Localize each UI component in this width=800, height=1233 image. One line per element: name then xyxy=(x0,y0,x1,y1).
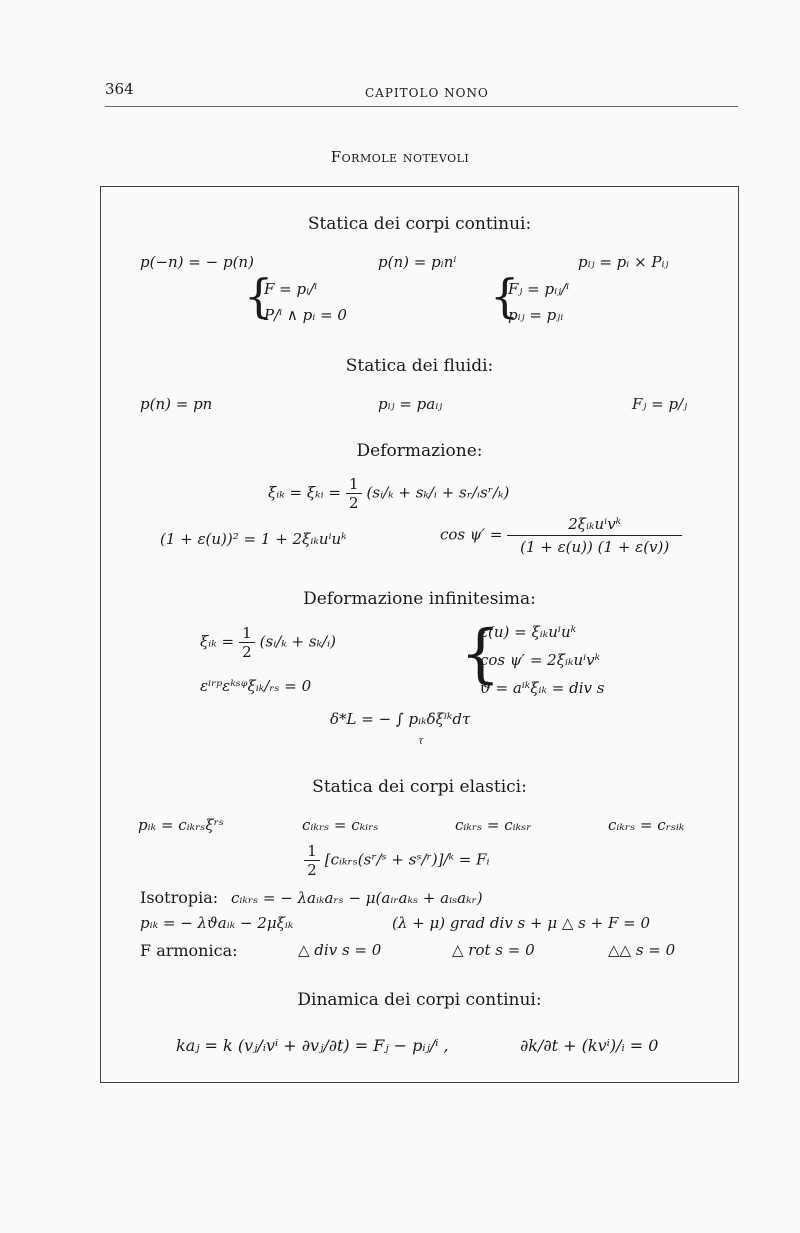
section-heading-statica-fluidi: Statica dei fluidi: xyxy=(345,356,494,376)
formula-sc5a: Fⱼ = pᵢⱼ/ⁱ xyxy=(508,280,570,298)
formula-d3 xyxy=(440,515,682,556)
formula-sc4b: P/ⁱ ∧ pᵢ = 0 xyxy=(264,306,347,324)
formula-se5 xyxy=(304,842,490,879)
formula-di1-lhs: ξᵢₖ = xyxy=(200,632,235,651)
formula-d3-lhs: cos ψ′ = xyxy=(440,525,503,544)
formula-dc1: kaⱼ = k (vⱼ/ᵢvⁱ + ∂vⱼ/∂t) = Fⱼ − pᵢⱼ/ⁱ , xyxy=(176,1036,449,1055)
formula-armonica xyxy=(140,941,238,960)
section-heading-dinamica-corpi-continui: Dinamica dei corpi continui: xyxy=(297,990,542,1010)
section-heading-deformazione-infinitesima: Deformazione infinitesima: xyxy=(303,589,536,609)
formula-arm3: △△ s = 0 xyxy=(608,941,676,959)
page-number: 364 xyxy=(105,80,134,98)
header-rule xyxy=(105,106,738,107)
isotropia-label: Isotropia: xyxy=(140,888,219,907)
fraction-numerator: 2ξᵢₖuⁱvᵏ xyxy=(568,515,622,533)
formula-se6b: (λ + μ) grad div s + μ △ s + F = 0 xyxy=(392,914,651,932)
formula-d1 xyxy=(268,475,509,512)
formula-d2: (1 + ε(u))² = 1 + 2ξᵢₖuⁱuᵏ xyxy=(160,530,347,548)
isotropia-formula: cᵢₖᵣₛ = − λaᵢₖaᵣₛ − μ(aᵢᵣaₖₛ + aᵢₛaₖᵣ) xyxy=(230,889,483,907)
fraction-denominator: (1 + ε(u)) (1 + ε(v)) xyxy=(520,538,670,556)
system-brace: { xyxy=(460,617,501,691)
formula-di3c: ϑ = aⁱᵏξᵢₖ = div s xyxy=(480,679,605,697)
formula-se3: cᵢₖᵣₛ = cᵢₖₛᵣ xyxy=(455,816,532,834)
formula-isotropia xyxy=(140,888,483,907)
formula-di1-rhs: (sᵢ/ₖ + sₖ/ᵢ) xyxy=(259,632,336,651)
fraction-denominator: 2 xyxy=(307,861,317,879)
page-title: Formole notevoli xyxy=(330,148,470,166)
formula-sc1: p(−n) = − p(n) xyxy=(140,253,254,271)
system-brace: { xyxy=(490,269,520,323)
fraction-numerator: 1 xyxy=(242,624,252,642)
formula-d1-lhs: ξᵢₖ = ξₖᵢ = xyxy=(268,483,341,502)
formula-se4: cᵢₖᵣₛ = cᵣₛᵢₖ xyxy=(608,816,685,834)
formula-se5-body: [cᵢₖᵣₛ(sʳ/ˢ + sˢ/ʳ)]/ᵏ = Fᵢ xyxy=(324,850,490,869)
formula-d1-rhs: (sᵢ/ₖ + sₖ/ᵢ + sᵣ/ᵢsʳ/ₖ) xyxy=(366,483,510,502)
formula-arm2: △ rot s = 0 xyxy=(452,941,535,959)
formula-di1 xyxy=(200,624,336,661)
formula-sf2: pᵢⱼ = paᵢⱼ xyxy=(378,395,443,413)
formula-sc3: pᵢⱼ = pᵢ × Pᵢⱼ xyxy=(578,253,669,271)
integral-domain: τ xyxy=(418,736,424,747)
formula-se2: cᵢₖᵣₛ = cₖᵢᵣₛ xyxy=(302,816,379,834)
formula-arm1: △ div s = 0 xyxy=(298,941,382,959)
system-brace: { xyxy=(244,269,274,323)
formula-se1: pᵢₖ = cᵢₖᵣₛξʳˢ xyxy=(138,816,224,834)
fraction-numerator: 1 xyxy=(307,842,317,860)
formula-se6a: pᵢₖ = − λϑaᵢₖ − 2μξᵢₖ xyxy=(140,914,294,932)
fraction-denominator: 2 xyxy=(348,494,359,512)
armonica-label: F armonica: xyxy=(140,941,238,960)
formula-dc2: ∂k/∂t + (kvⁱ)/ᵢ = 0 xyxy=(520,1036,659,1055)
formula-di3a: ε(u) = ξᵢₖuⁱuᵏ xyxy=(480,623,577,641)
fraction-numerator: 1 xyxy=(348,475,359,493)
formula-di2: εⁱʳᵖεᵏˢᵠξᵢₖ/ᵣₛ = 0 xyxy=(200,677,312,695)
formula-sc2: p(n) = pᵢnⁱ xyxy=(378,253,457,271)
fraction-denominator: 2 xyxy=(242,643,252,661)
formula-sc5b: pᵢⱼ = pⱼᵢ xyxy=(508,306,564,324)
formula-di4: δ*L = − ∫ pᵢₖδξⁱᵏdτ xyxy=(330,710,471,728)
formula-sf3: Fⱼ = p/ⱼ xyxy=(632,395,688,413)
formula-sc4a: F = pᵢ/ⁱ xyxy=(264,280,318,298)
formula-di3b: cos ψ′ = 2ξᵢₖuⁱvᵏ xyxy=(480,651,601,669)
section-heading-statica-corpi-elastici: Statica dei corpi elastici: xyxy=(312,777,527,797)
section-heading-deformazione: Deformazione: xyxy=(356,441,483,461)
formula-sf1: p(n) = pn xyxy=(140,395,213,413)
running-head: CAPITOLO NONO xyxy=(365,86,489,100)
section-heading-statica-corpi-continui: Statica dei corpi continui: xyxy=(307,214,532,234)
